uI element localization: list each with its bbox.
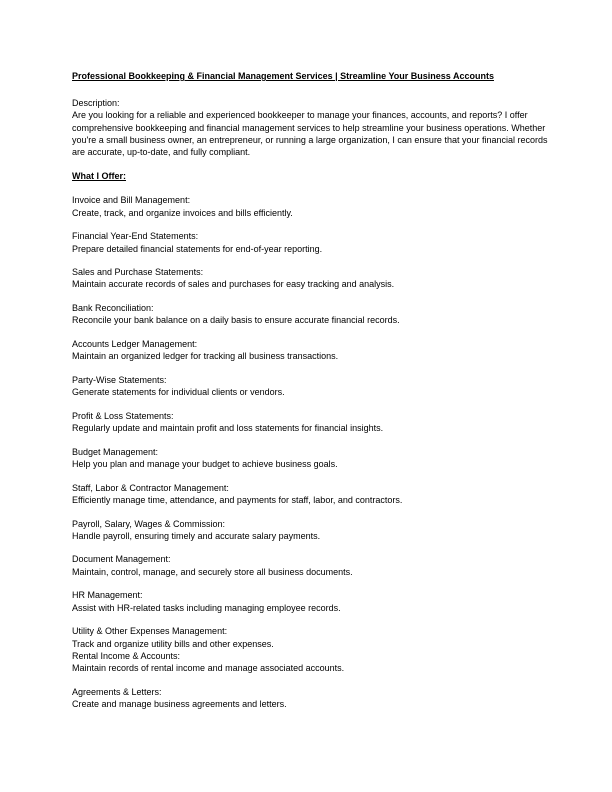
description-text: Are you looking for a reliable and experienced bookkeeper to manage your finances, accounts, and reports? I offer comprehensive bookkeeping and financial management services to help streamline your business operations. Whether you're a small business owner, an entrepreneur, or running a large organization, I can ensure that your financial records are accurate, up-to-date, and fully compliant. <box>72 110 548 158</box>
service-description: Track and organize utility bills and other expenses. <box>72 638 274 649</box>
service-item <box>72 374 552 398</box>
service-title: Sales and Purchase Statements: <box>72 267 204 278</box>
service-item <box>72 625 552 649</box>
services-list <box>72 194 552 710</box>
service-description: Prepare detailed financial statements for end-of-year reporting. <box>72 243 323 254</box>
service-description: Create and manage business agreements and letters. <box>72 698 287 709</box>
service-description: Assist with HR-related tasks including managing employee records. <box>72 602 341 613</box>
service-title: Profit & Loss Statements: <box>72 410 174 421</box>
service-item <box>72 194 552 218</box>
service-title: Utility & Other Expenses Management: <box>72 626 228 637</box>
offer-heading: What I Offer: <box>72 171 126 182</box>
service-item <box>72 302 552 326</box>
description-label: Description: <box>72 98 120 109</box>
service-title: Agreements & Letters: <box>72 686 162 697</box>
service-title: Financial Year-End Statements: <box>72 231 199 242</box>
service-item <box>72 410 552 434</box>
service-description: Maintain, control, manage, and securely store all business documents. <box>72 566 353 577</box>
service-description: Efficiently manage time, attendance, and payments for staff, labor, and contractors. <box>72 494 403 505</box>
service-description: Create, track, and organize invoices and bills efficiently. <box>72 207 293 218</box>
service-item <box>72 553 552 577</box>
service-item <box>72 266 552 290</box>
service-title: Accounts Ledger Management: <box>72 339 198 350</box>
service-item <box>72 338 552 362</box>
document-title: Professional Bookkeeping & Financial Management Services | Streamline Your Business Accounts <box>72 71 494 81</box>
service-title: Document Management: <box>72 554 171 565</box>
service-title: Payroll, Salary, Wages & Commission: <box>72 518 226 529</box>
service-item <box>72 589 552 613</box>
service-description: Maintain an organized ledger for tracking all business transactions. <box>72 351 339 362</box>
service-description: Help you plan and manage your budget to achieve business goals. <box>72 458 338 469</box>
service-title: HR Management: <box>72 590 143 601</box>
service-item <box>72 482 552 506</box>
service-item <box>72 518 552 542</box>
service-title: Budget Management: <box>72 446 159 457</box>
service-title: Staff, Labor & Contractor Management: <box>72 482 229 493</box>
service-title: Rental Income & Accounts: <box>72 650 181 661</box>
service-item <box>72 650 552 674</box>
service-description: Regularly update and maintain profit and loss statements for financial insights. <box>72 423 384 434</box>
service-title: Party-Wise Statements: <box>72 374 167 385</box>
service-title: Bank Reconciliation: <box>72 303 154 314</box>
service-title: Invoice and Bill Management: <box>72 195 191 206</box>
service-item <box>72 686 552 710</box>
service-description: Maintain records of rental income and manage associated accounts. <box>72 662 345 673</box>
service-item <box>72 230 552 254</box>
service-item <box>72 446 552 470</box>
service-description: Generate statements for individual clients or vendors. <box>72 387 285 398</box>
service-description: Handle payroll, ensuring timely and accurate salary payments. <box>72 530 321 541</box>
document-page <box>72 70 552 722</box>
service-description: Reconcile your bank balance on a daily basis to ensure accurate financial records. <box>72 315 400 326</box>
service-description: Maintain accurate records of sales and purchases for easy tracking and analysis. <box>72 279 395 290</box>
